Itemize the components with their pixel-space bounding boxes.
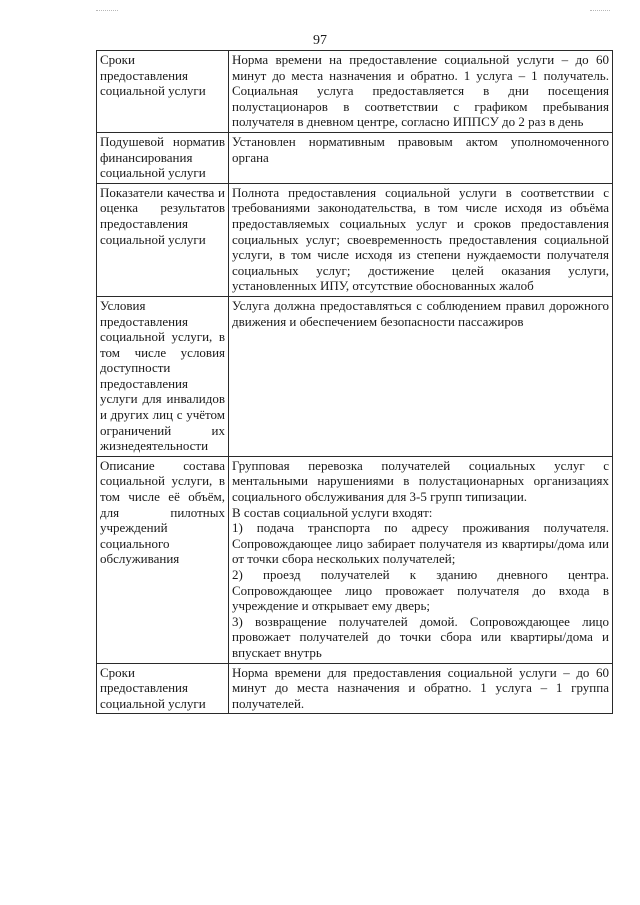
row-label: Сроки предоставления социальной услуги bbox=[97, 51, 229, 133]
table-row bbox=[97, 132, 613, 183]
table-row bbox=[97, 183, 613, 296]
row-value-paragraph: Норма времени для предоставления социальной услуги – до 60 минут до места назначения и обратно. 1 услуга – 1 группа получателей. bbox=[232, 664, 609, 711]
table-row bbox=[97, 51, 613, 133]
row-value-paragraph: Установлен нормативным правовым актом уполномоченного органа bbox=[232, 133, 609, 165]
row-label: Описание состава социальной услуги, в том числе её объём, для пилотных учреждений социального обслуживания bbox=[97, 456, 229, 663]
scan-edge-mark-left bbox=[96, 10, 118, 12]
row-label: Показатели качества и оценка результатов предоставления социальной услуги bbox=[97, 183, 229, 296]
row-label: Условия предоставления социальной услуги, в том числе условия доступности предоставления услуги для инвалидов и других лиц с учётом ограничений их жизнедеятельности bbox=[97, 296, 229, 456]
row-value bbox=[229, 663, 613, 714]
row-value-paragraph: Групповая перевозка получателей социальных услуг с ментальными нарушениями в полустационарных организациях социального обслуживания для 3-5 групп типизации. bbox=[232, 457, 609, 505]
row-value bbox=[229, 296, 613, 456]
table-row bbox=[97, 663, 613, 714]
row-value-paragraph: 2) проезд получателей к зданию дневного центра. Сопровождающее лицо провожает получателя до входа в учреждение и открывает ему дверь; bbox=[232, 567, 609, 614]
row-value-paragraph: Норма времени на предоставление социальной услуги – до 60 минут до места назначения и обратно. 1 услуга – 1 получатель. Социальная услуга предоставляется в дни посещения полустационаров в соответствии с графиком пребывания получателя в дневном центре, согласно ИППСУ до 2 раз в день bbox=[232, 52, 609, 130]
table-row bbox=[97, 456, 613, 663]
row-value bbox=[229, 51, 613, 133]
row-value bbox=[229, 183, 613, 296]
table-body bbox=[97, 51, 613, 714]
page-number: 97 bbox=[313, 33, 327, 48]
row-value-paragraph: 1) подача транспорта по адресу проживания получателя. Сопровождающее лицо забирает получателя из квартиры/дома или от точки сбора нескольких получателей; bbox=[232, 520, 609, 567]
service-description-table bbox=[96, 50, 613, 714]
row-value bbox=[229, 132, 613, 183]
row-value-paragraph: В состав социальной услуги входят: bbox=[232, 504, 433, 520]
row-value-paragraph: Полнота предоставления социальной услуги в соответствии с требованиями законодательства, в том числе исходя из объёма предоставляемых социальных услуг и сроков предоставления социальных услуг; своевременность предоставления социальной услуги, в том числе исходя из степени нуждаемости получателя социальных услуг; достижение целей оказания услуги, установленных ИПУ, отсутствие обоснованных жалоб bbox=[232, 184, 609, 294]
row-label: Сроки предоставления социальной услуги bbox=[97, 663, 229, 714]
table-row bbox=[97, 296, 613, 456]
row-value-paragraph: 3) возвращение получателей домой. Сопровождающее лицо провожает получателей до точки сбора или квартиры/дома и впускает внутрь bbox=[232, 613, 609, 660]
scan-edge-mark-right bbox=[590, 10, 610, 12]
row-label: Подушевой норматив финансирования социальной услуги bbox=[97, 132, 229, 183]
row-value-paragraph: Услуга должна предоставляться с соблюдением правил дорожного движения и обеспечением безопасности пассажиров bbox=[232, 297, 609, 329]
row-value bbox=[229, 456, 613, 663]
